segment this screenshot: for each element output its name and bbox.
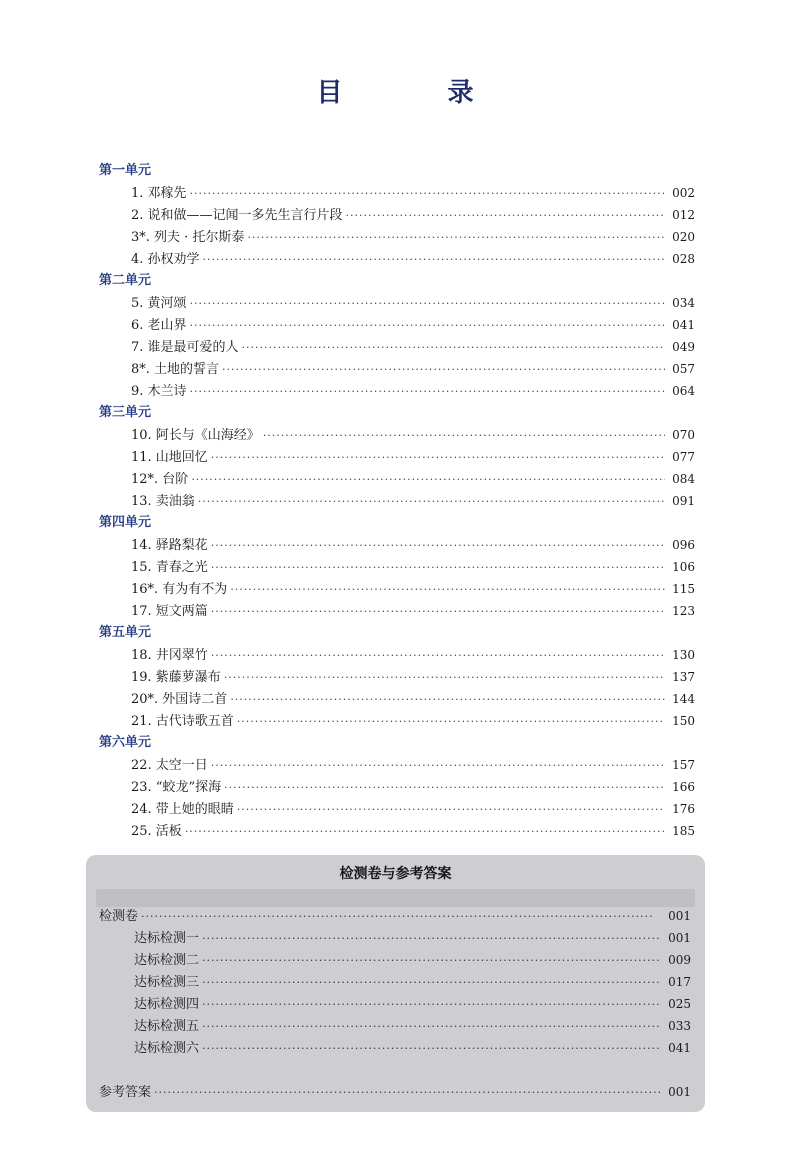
- dot-leader: [190, 381, 665, 403]
- toc-entry-page: 185: [672, 824, 695, 838]
- unit-heading: 第四单元: [99, 515, 152, 530]
- toc-entry[interactable]: [99, 644, 695, 666]
- toc-entry[interactable]: [99, 820, 695, 842]
- toc-entry-title: 25. 活板: [131, 824, 182, 839]
- toc-entry-page: 130: [672, 648, 695, 662]
- toc-entry[interactable]: [99, 358, 695, 380]
- dot-leader: [224, 777, 665, 799]
- toc-entry-page: 150: [672, 714, 695, 728]
- dot-leader: [211, 645, 665, 667]
- toc-entry-title: 8*. 土地的誓言: [131, 362, 220, 377]
- test-entry-page: 033: [668, 1019, 691, 1033]
- toc-entry-title: 7. 谁是最可爱的人: [131, 340, 239, 355]
- toc-entry[interactable]: [99, 688, 695, 710]
- dot-leader: [203, 249, 665, 271]
- toc-entry[interactable]: [99, 380, 695, 402]
- dot-leader: [263, 425, 665, 447]
- test-paper-page: 001: [668, 909, 691, 923]
- toc-entry-title: 13. 卖油翁: [131, 494, 195, 509]
- toc-entry-page: 028: [672, 252, 695, 266]
- toc-entry-page: 034: [672, 296, 695, 310]
- toc-entry-title: 10. 阿长与《山海经》: [131, 428, 260, 443]
- test-entry-title: 达标检测五: [134, 1019, 200, 1034]
- toc-entry-title: 17. 短文两篇: [131, 604, 208, 619]
- dot-leader: [211, 755, 665, 777]
- toc-entry[interactable]: [99, 248, 695, 270]
- toc-entry-page: 144: [672, 692, 695, 706]
- test-entry-page: 017: [668, 975, 691, 989]
- dot-leader: [198, 491, 665, 513]
- toc-entry-title: 12*. 台阶: [131, 472, 189, 487]
- toc-entry-page: 077: [672, 450, 695, 464]
- toc-entry-title: 5. 黄河颂: [131, 296, 187, 311]
- test-entry[interactable]: [99, 1015, 691, 1037]
- dot-leader: [346, 205, 665, 227]
- dot-leader: [230, 579, 665, 601]
- dot-leader: [202, 994, 661, 1016]
- toc-entry[interactable]: [99, 710, 695, 732]
- toc-entry-page: 137: [672, 670, 695, 684]
- toc-entry-page: 091: [672, 494, 695, 508]
- toc-entry[interactable]: [99, 666, 695, 688]
- toc-entry[interactable]: [99, 556, 695, 578]
- reference-answer-label: 参考答案: [99, 1085, 152, 1100]
- dot-leader: [224, 667, 665, 689]
- toc-entry-title: 15. 青春之光: [131, 560, 208, 575]
- dot-leader: [211, 601, 665, 623]
- toc-entry[interactable]: [99, 798, 695, 820]
- answer-section: [86, 855, 705, 1112]
- test-entry[interactable]: [99, 949, 691, 971]
- dot-leader: [211, 535, 665, 557]
- toc-entry-page: 002: [672, 186, 695, 200]
- toc-entry[interactable]: [99, 204, 695, 226]
- toc-entry-title: 20*. 外国诗二首: [131, 692, 228, 707]
- toc-entry-title: 21. 古代诗歌五首: [131, 714, 234, 729]
- dot-leader: [202, 1016, 661, 1038]
- dot-leader: [141, 906, 661, 928]
- toc-entry-page: 049: [672, 340, 695, 354]
- dot-leader: [202, 950, 661, 972]
- dot-leader: [191, 469, 665, 491]
- unit-heading: 第二单元: [99, 273, 152, 288]
- toc-entry-title: 4. 孙权劝学: [131, 252, 200, 267]
- test-entry[interactable]: [99, 971, 691, 993]
- dot-leader: [202, 1038, 661, 1060]
- dot-leader: [211, 447, 665, 469]
- dot-leader: [211, 557, 665, 579]
- dot-leader: [190, 183, 665, 205]
- answer-section-title: 检测卷与参考答案: [339, 866, 452, 882]
- toc-entry-title: 9. 木兰诗: [131, 384, 187, 399]
- toc-entry-title: 6. 老山界: [131, 318, 187, 333]
- unit-heading: 第一单元: [99, 163, 152, 178]
- dot-leader: [190, 315, 665, 337]
- toc-entry[interactable]: [99, 226, 695, 248]
- toc-entry[interactable]: [99, 534, 695, 556]
- unit-heading: 第五单元: [99, 625, 152, 640]
- toc-entry-title: 11. 山地回忆: [131, 450, 208, 465]
- test-paper-label: 检测卷: [99, 909, 139, 924]
- toc-entry-page: 057: [672, 362, 695, 376]
- test-entry-page: 009: [668, 953, 691, 967]
- toc-entry-title: 24. 带上她的眼睛: [131, 802, 234, 817]
- toc-entry-page: 157: [672, 758, 695, 772]
- test-entry-title: 达标检测一: [134, 931, 200, 946]
- toc-entry-page: 084: [672, 472, 695, 486]
- dot-leader: [237, 799, 665, 821]
- test-entry[interactable]: [99, 993, 691, 1015]
- page-title: 目 录: [316, 78, 522, 108]
- toc-entry-page: 106: [672, 560, 695, 574]
- toc-entry-page: 123: [672, 604, 695, 618]
- dot-leader: [154, 1082, 661, 1104]
- toc-entry[interactable]: [99, 182, 695, 204]
- toc-entry[interactable]: [99, 446, 695, 468]
- toc-entry-title: 22. 太空一日: [131, 758, 208, 773]
- dot-leader: [242, 337, 665, 359]
- toc-entry-title: 18. 井冈翠竹: [131, 648, 208, 663]
- test-entry-title: 达标检测三: [134, 975, 200, 990]
- dot-leader: [237, 711, 665, 733]
- toc-entry[interactable]: [99, 292, 695, 314]
- dot-leader: [230, 689, 665, 711]
- dot-leader: [185, 821, 665, 843]
- unit-heading: 第六单元: [99, 735, 152, 750]
- toc-entry[interactable]: [99, 336, 695, 358]
- toc-entry[interactable]: [99, 776, 695, 798]
- toc-entry-title: 23. “蛟龙”探海: [131, 780, 222, 795]
- dot-leader: [190, 293, 665, 315]
- test-entry-title: 达标检测二: [134, 953, 200, 968]
- toc-entry-title: 1. 邓稼先: [131, 186, 187, 201]
- test-entry-title: 达标检测四: [134, 997, 200, 1012]
- toc-entry-page: 070: [672, 428, 695, 442]
- toc-entry-title: 19. 紫藤萝瀑布: [131, 670, 221, 685]
- unit-heading: 第三单元: [99, 405, 152, 420]
- toc-entry-page: 176: [672, 802, 695, 816]
- dot-leader: [247, 227, 665, 249]
- reference-answer-entry[interactable]: [99, 1081, 691, 1103]
- answer-list: [99, 905, 691, 1103]
- test-paper-entry[interactable]: [99, 905, 691, 927]
- toc-entry-page: 012: [672, 208, 695, 222]
- test-entry-page: 001: [668, 931, 691, 945]
- toc-entry-page: 020: [672, 230, 695, 244]
- dot-leader: [222, 359, 665, 381]
- test-entry[interactable]: [99, 927, 691, 949]
- toc-entry-page: 115: [672, 582, 695, 596]
- test-entry-title: 达标检测六: [134, 1041, 200, 1056]
- dot-leader: [202, 972, 661, 994]
- tests-list: [99, 927, 691, 1059]
- toc-entry[interactable]: [99, 314, 695, 336]
- toc-entry[interactable]: [99, 578, 695, 600]
- toc-entry-title: 2. 说和做——记闻一多先生言行片段: [131, 208, 343, 223]
- reference-answer-page: 001: [668, 1085, 691, 1099]
- toc-entry[interactable]: [99, 424, 695, 446]
- toc-entry-title: 14. 驿路梨花: [131, 538, 208, 553]
- test-entry-page: 025: [668, 997, 691, 1011]
- toc-entry[interactable]: [99, 754, 695, 776]
- toc-entry-page: 096: [672, 538, 695, 552]
- toc-entry-page: 166: [672, 780, 695, 794]
- toc-entry[interactable]: [99, 490, 695, 512]
- test-entry-page: 041: [668, 1041, 691, 1055]
- toc-entry-title: 3*. 列夫 · 托尔斯泰: [131, 230, 245, 245]
- toc-entry-page: 064: [672, 384, 695, 398]
- dot-leader: [202, 928, 661, 950]
- toc-entry-title: 16*. 有为有不为: [131, 582, 228, 597]
- toc-entry[interactable]: [99, 468, 695, 490]
- table-of-contents: [99, 160, 695, 842]
- test-entry[interactable]: [99, 1037, 691, 1059]
- toc-entry[interactable]: [99, 600, 695, 622]
- toc-entry-page: 041: [672, 318, 695, 332]
